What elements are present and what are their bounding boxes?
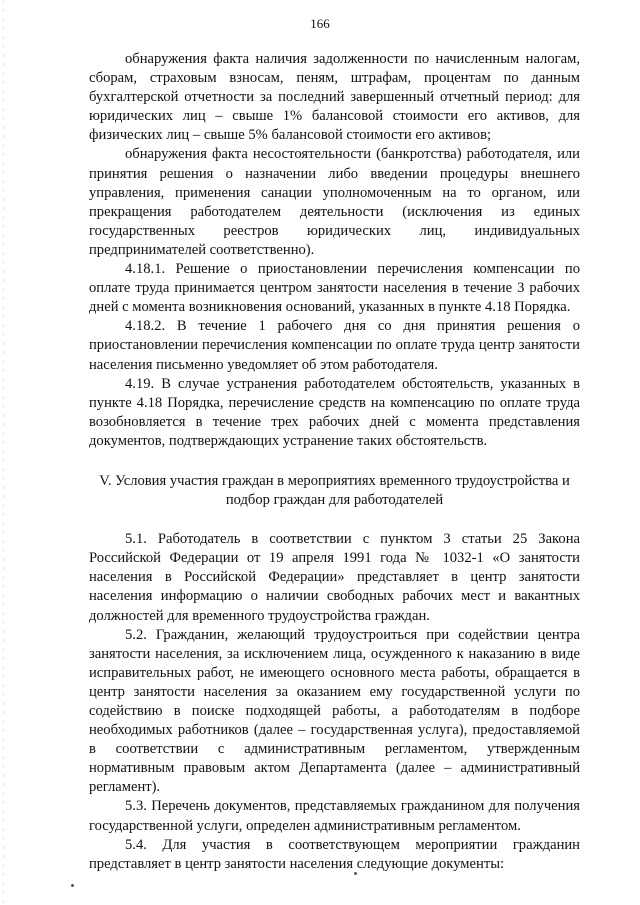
page-number: 166 bbox=[310, 16, 330, 31]
section-heading: V. Условия участия граждан в мероприятиях временного трудоустройства и подбор граждан для работодателей bbox=[99, 472, 570, 509]
paragraph-4-18-2: 4.18.2. В течение 1 рабочего дня со дня принятия решения о приостановлении перечисления компенсации по оплате труда центр занятости населения письменно уведомляет об этом работодателя. bbox=[89, 318, 580, 373]
scan-speck bbox=[71, 884, 74, 887]
document-body bbox=[89, 50, 580, 874]
paragraph-4-18-1: 4.18.1. Решение о приостановлении перечисления компенсации по оплате труда принимается центром занятости населения в течение 3 рабочих дней с момента возникновения оснований, указанных в пункте 4.18 Порядка. bbox=[89, 261, 580, 316]
paragraph-5-2: 5.2. Гражданин, желающий трудоустроиться при содействии центра занятости населения, за исключением лица, осужденного к наказанию в виде исправительных работ, не имеющего основного места работы, обращается в центр занятости населения за оказанием ему государственной услуги по содействию в поиске подходящей работы, а работодателям в подборе необходимых работников (далее – государственная услуга), предоставляемой в соответствии с административным регламентом, утвержденным нормативным правовым актом Департамента (далее – административный регламент). bbox=[89, 626, 580, 796]
paragraph-5-4: 5.4. Для участия в соответствующем мероприятии гражданин представляет в центр занятости населения следующие документы: bbox=[89, 836, 580, 872]
scan-edge-artifact bbox=[3, 0, 4, 905]
paragraph-5-3: 5.3. Перечень документов, представляемых гражданином для получения государственной услуги, определен административным регламентом. bbox=[89, 798, 580, 834]
paragraph-4-19: 4.19. В случае устранения работодателем обстоятельств, указанных в пункте 4.18 Порядка, перечисление средств на компенсацию по оплате труда возобновляется в течение трех рабочих дней с момента представления документов, подтверждающих устранение таких обстоятельств. bbox=[89, 375, 580, 449]
paragraph-5-1: 5.1. Работодатель в соответствии с пунктом 3 статьи 25 Закона Российской Федерации от 19 апреля 1991 года № 1032-1 «О занятости населения в Российской Федерации» представляет в центр занятости населения информацию о наличии свободных рабочих мест и вакантных должностей для временного трудоустройства граждан. bbox=[89, 531, 580, 624]
paragraph-bankruptcy-condition: обнаружения факта несостоятельности (банкротства) работодателя, или принятия решения о назначении либо введении процедуры внешнего управления, применения санации уполномоченным на то органом, или прекращения работодателем деятельности (исключения из единых государственных реестров юридических лиц, индивидуальных предпринимателей соответственно). bbox=[89, 146, 580, 258]
paragraph-debt-condition: обнаружения факта наличия задолженности по начисленным налогам, сборам, страховым взносам, пеням, штрафам, процентам по данным бухгалтерской отчетности за последний завершенный отчетный период: для юридических лиц – свыше 1% балансовой стоимости его активов, для физических лиц – свыше 5% балансовой стоимости его активов; bbox=[89, 51, 580, 144]
scan-speck bbox=[354, 872, 357, 875]
